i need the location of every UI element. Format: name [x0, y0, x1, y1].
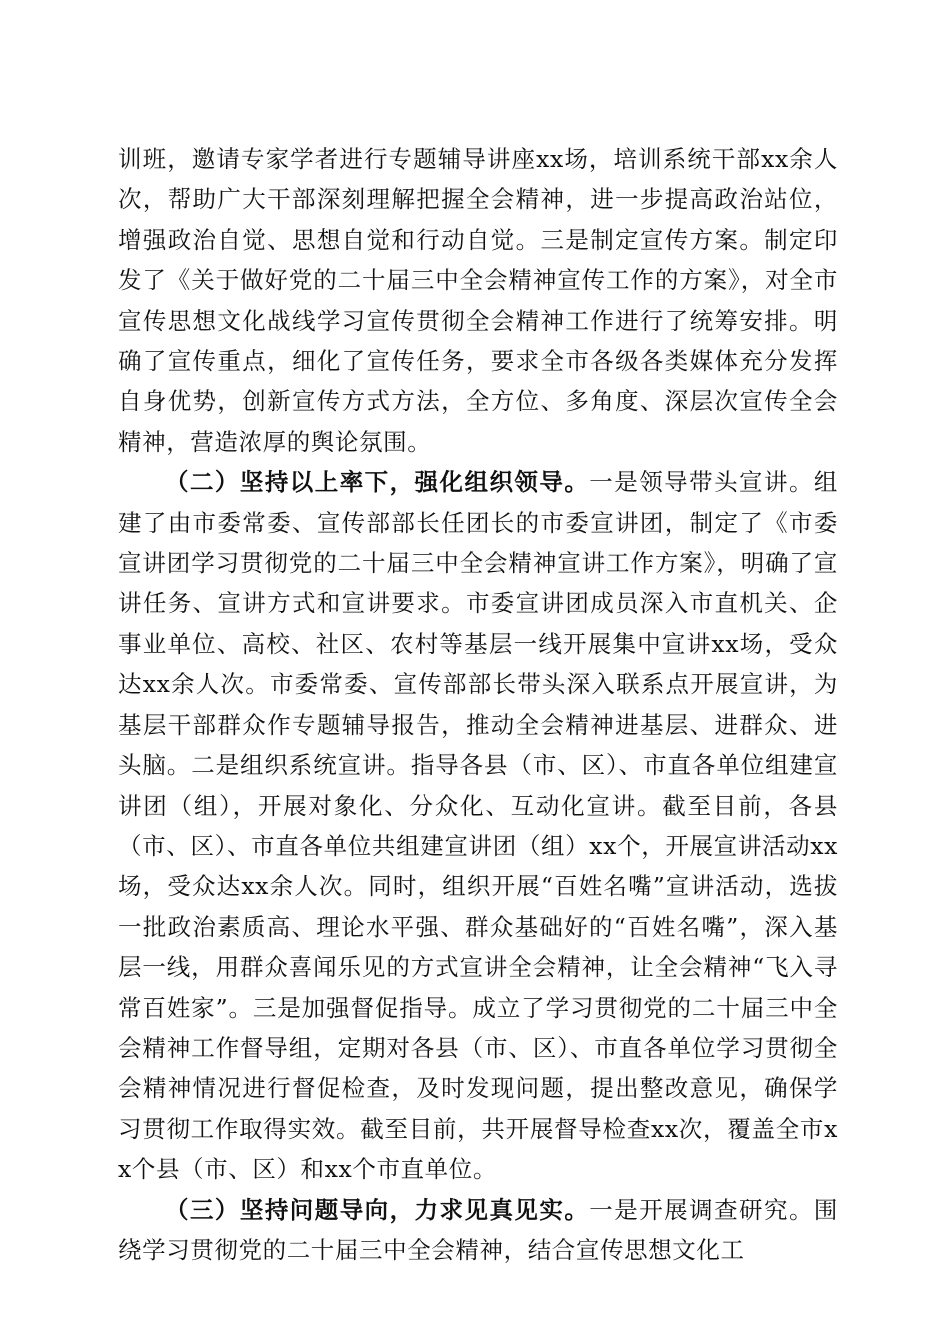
paragraph-continued: 训班，邀请专家学者进行专题辅导讲座xx场，培训系统干部xx余人次，帮助广大干部深刻理解把握全会精神，进一步提高政治站位，增强政治自觉、思想自觉和行动自觉。三是制定宣传方案。制定印发了《关于做好党的二十届三中全会精神宣传工作的方案》，对全市宣传思想文化战线学习宣传贯彻全会精神工作进行了统筹安排。明确了宣传重点，细化了宣传任务，要求全市各级各类媒体充分发挥自身优势，创新宣传方式方法，全方位、多角度、深层次宣传全会精神，营造浓厚的舆论氛围。	[118, 145, 838, 456]
section-2-body: 一是领导带头宣讲。组建了由市委常委、宣传部部长任团长的市委宣讲团，制定了《市委宣讲团学习贯彻党的二十届三中全会精神宣讲工作方案》，明确了宣讲任务、宣讲方式和宣讲要求。市委宣讲团成员深入市直机关、企事业单位、高校、社区、农村等基层一线开展集中宣讲xx场，受众达xx余人次。市委常委、宣传部部长带头深入联系点开展宣讲，为基层干部群众作专题辅导报告，推动全会精神进基层、进群众、进头脑。二是组织系统宣讲。指导各县（市、区）、市直各单位组建宣讲团（组），开展对象化、分众化、互动化宣讲。截至目前，各县（市、区）、市直各单位共组建宣讲团（组）xx个，开展宣讲活动xx场，受众达xx余人次。同时，组织开展“百姓名嘴”宣讲活动，选拔一批政治素质高、理论水平强、群众基础好的“百姓名嘴”，深入基层一线，用群众喜闻乐见的方式宣讲全会精神，让全会精神“飞入寻常百姓家”。三是加强督促指导。成立了学习贯彻党的二十届三中全会精神工作督导组，定期对各县（市、区）、市直各单位学习贯彻全会精神情况进行督促检查，及时发现问题，提出整改意见，确保学习贯彻工作取得实效。截至目前，共开展督导检查xx次，覆盖全市xx个县（市、区）和xx个市直单位。	[118, 468, 838, 1184]
section-3-heading: （三）坚持问题导向，力求见真见实。	[165, 1195, 590, 1224]
section-3-body: 一是开展调查研究。围绕学习贯彻党的二十届三中全会精神，结合宣传思想文化工	[118, 1195, 838, 1264]
paragraph-section-2	[118, 462, 838, 1189]
section-2-heading: （二）坚持以上率下，强化组织领导。	[165, 468, 590, 497]
document-body	[118, 139, 838, 1270]
paragraph-section-3	[118, 1190, 838, 1271]
